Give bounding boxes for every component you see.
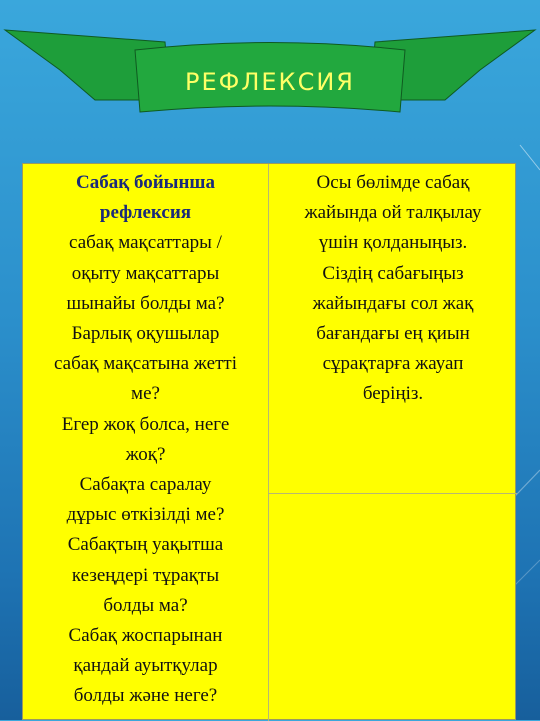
text-line: ме? <box>131 383 160 405</box>
text-line: Сабақтың уақытша <box>67 534 224 556</box>
text-line: оқыту мақсаттары <box>71 262 220 284</box>
text-line: қандай ауытқулар <box>73 655 218 677</box>
text-line: үшін қолданыңыз. <box>318 232 468 254</box>
text-line: шынайы болды ма? <box>66 292 225 314</box>
right-instructions-cell <box>269 164 517 494</box>
reflection-table <box>22 163 516 720</box>
text-line: Осы бөлімде сабақ <box>316 172 470 193</box>
text-line: болды ма? <box>103 594 188 616</box>
text-line: дұрыс өткізілді ме? <box>66 504 225 526</box>
heading-line: Сабақ бойынша <box>76 172 215 193</box>
text-line: Барлық оқушылар <box>71 323 220 345</box>
text-line: сабақ мақсатына жетті <box>54 353 237 375</box>
text-line: бағандағы ең қиын <box>316 323 470 345</box>
text-line: жайындағы сол жақ <box>312 292 474 314</box>
text-line: Сіздің сабағыңыз <box>322 262 464 284</box>
text-line: болды және неге? <box>73 685 218 707</box>
left-question-text <box>23 228 268 711</box>
text-line: кезеңдері тұрақты <box>71 564 220 586</box>
text-line: Егер жоқ болса, неге <box>61 413 230 435</box>
text-line: сабақ мақсаттары / <box>69 232 222 254</box>
text-line: беріңіз. <box>362 383 424 405</box>
text-line: жоқ? <box>125 443 166 465</box>
left-heading <box>23 168 268 228</box>
text-line: сұрақтарға жауап <box>322 353 464 375</box>
right-answer-cell[interactable] <box>269 494 517 721</box>
text-line: Сабақта саралау <box>79 474 212 496</box>
banner-title: РЕФЛЕКСИЯ <box>185 68 355 96</box>
text-line: Сабақ жоспарынан <box>68 625 223 647</box>
right-instructions-text <box>269 168 517 410</box>
left-column-cell <box>23 164 269 721</box>
heading-line: рефлексия <box>99 202 192 224</box>
text-line: жайында ой талқылау <box>304 202 482 224</box>
